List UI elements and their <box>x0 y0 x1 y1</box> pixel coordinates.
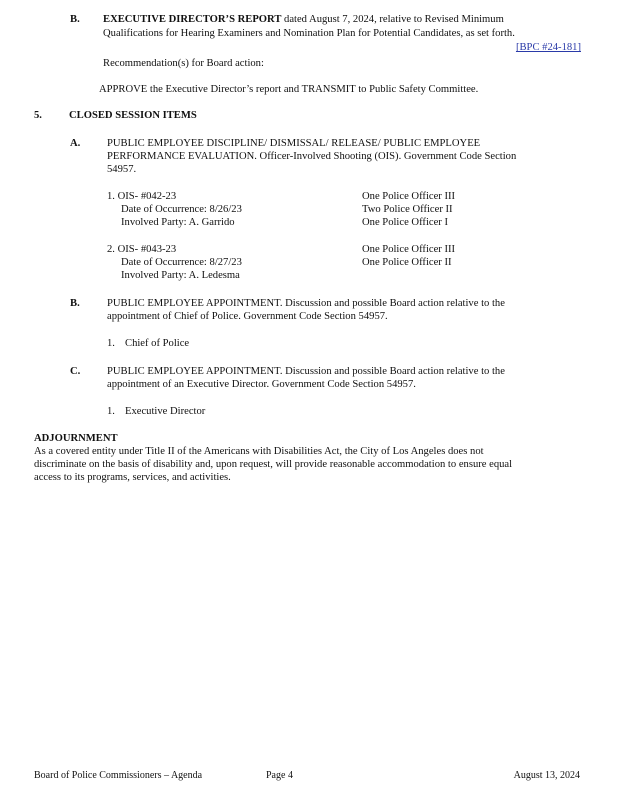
adjournment-line3: access to its programs, services, and activities. <box>34 472 231 483</box>
item-c-sub-text: Executive Director <box>125 406 206 417</box>
case-1-officer: One Police Officer III <box>362 191 456 202</box>
item-b-line2: Qualifications for Hearing Examiners and Nomination Plan for Potential Candidates, as set forth. <box>103 28 515 39</box>
report-title: EXECUTIVE DIRECTOR’S REPORT <box>103 14 282 25</box>
footer-left: Board of Police Commissioners – Agenda <box>34 770 203 781</box>
adjournment-heading: ADJOURNMENT <box>34 433 118 444</box>
case-1-officer: One Police Officer I <box>362 217 448 228</box>
case-2-officer: One Police Officer III <box>362 244 456 255</box>
item-a-letter: A. <box>70 138 81 149</box>
case-2-party: Involved Party: A. Ledesma <box>121 270 240 281</box>
footer-date: August 13, 2024 <box>513 770 580 781</box>
item-c-sub-number: 1. <box>107 406 115 417</box>
footer-page-number: Page 4 <box>266 770 293 781</box>
section-heading: CLOSED SESSION ITEMS <box>69 110 197 121</box>
case-1-party: Involved Party: A. Garrido <box>121 217 235 228</box>
report-title-rest: dated August 7, 2024, relative to Revised Minimum <box>281 14 504 25</box>
item-a-line3: 54957. <box>107 164 137 175</box>
item-c-line1: PUBLIC EMPLOYEE APPOINTMENT. Discussion and possible Board action relative to the <box>107 366 505 377</box>
item-b2-letter: B. <box>70 298 80 309</box>
case-1-number: 1. OIS- #042-23 <box>107 191 177 202</box>
item-b-letter: B. <box>70 14 80 25</box>
case-1-date: Date of Occurrence: 8/26/23 <box>121 204 242 215</box>
item-b2-line1: PUBLIC EMPLOYEE APPOINTMENT. Discussion and possible Board action relative to the <box>107 298 505 309</box>
recommendation-text: APPROVE the Executive Director’s report and TRANSMIT to Public Safety Committee. <box>99 84 479 95</box>
recommendation-label: Recommendation(s) for Board action: <box>103 58 264 69</box>
item-b2-line2: appointment of Chief of Police. Government Code Section 54957. <box>107 311 388 322</box>
item-b-line1 <box>103 13 504 26</box>
item-b2-sub-text: Chief of Police <box>125 338 190 349</box>
item-b2-sub-number: 1. <box>107 338 115 349</box>
adjournment-line1: As a covered entity under Title II of the Americans with Disabilities Act, the City of Los Angeles does not <box>34 446 484 457</box>
item-a-line1: PUBLIC EMPLOYEE DISCIPLINE/ DISMISSAL/ RELEASE/ PUBLIC EMPLOYEE <box>107 138 481 149</box>
case-2-date: Date of Occurrence: 8/27/23 <box>121 257 242 268</box>
section-number: 5. <box>34 110 42 121</box>
item-c-line2: appointment of an Executive Director. Government Code Section 54957. <box>107 379 416 390</box>
item-c-letter: C. <box>70 366 81 377</box>
case-2-number: 2. OIS- #043-23 <box>107 244 177 255</box>
bpc-reference-link[interactable]: [BPC #24-181] <box>515 42 581 53</box>
case-2-officer: One Police Officer II <box>362 257 452 268</box>
item-a-line2: PERFORMANCE EVALUATION. Officer-Involved Shooting (OIS). Government Code Section <box>107 151 517 162</box>
case-1-officer: Two Police Officer II <box>362 204 453 215</box>
adjournment-line2: discriminate on the basis of disability and, upon request, will provide reasonable accommodation to ensure equal <box>34 459 513 470</box>
